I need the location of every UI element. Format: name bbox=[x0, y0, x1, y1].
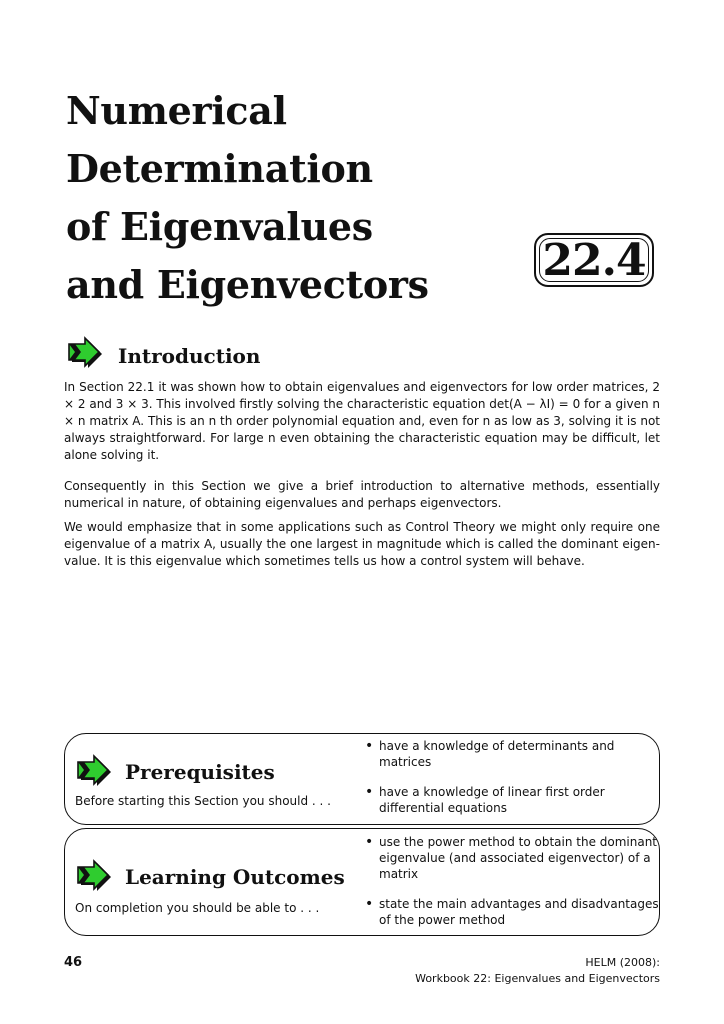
footer-source bbox=[415, 955, 660, 987]
introduction-heading: Introduction bbox=[118, 344, 261, 368]
intro-paragraph: In Section 22.1 it was shown how to obtain eigenvalues and eigenvectors for low order matrices, 2 × 2 and 3 × 3. This involved firstly solving the characteristic equation det(A − λI) = 0 for a given n × n matrix A. This is an n th order polynomial equation and, even for n as low as 3, solving it is not always straightforward. For large n even obtaining the characteristic equation may be difficult, let alone solving it. bbox=[64, 380, 660, 462]
learning-outcomes-subtext: On completion you should be able to . . . bbox=[75, 901, 320, 915]
title-line: Numerical bbox=[66, 88, 287, 133]
list-item: • have a knowledge of linear first order differential equations bbox=[365, 784, 659, 816]
page-number: 46 bbox=[64, 955, 83, 970]
learning-outcomes-heading: Learning Outcomes bbox=[125, 865, 345, 889]
prerequisites-box bbox=[64, 733, 660, 825]
green-double-arrow-icon bbox=[66, 336, 106, 372]
learning-outcomes-list bbox=[365, 834, 659, 928]
prerequisites-heading: Prerequisites bbox=[125, 760, 275, 784]
footer-workbook-line: Workbook 22: Eigenvalues and Eigenvectors bbox=[415, 972, 660, 985]
footer-source-line: HELM (2008): bbox=[585, 956, 660, 969]
list-item: • state the main advantages and disadvantages of the power method bbox=[365, 896, 659, 928]
prerequisites-list bbox=[365, 738, 659, 816]
green-double-arrow-icon bbox=[75, 859, 115, 895]
title-line: of Eigenvalues bbox=[66, 204, 373, 249]
section-number-badge: 22.4 bbox=[534, 233, 654, 287]
list-item: • use the power method to obtain the dominant eigenvalue (and associated eigenvector) of a matrix bbox=[365, 834, 659, 882]
green-double-arrow-icon bbox=[75, 754, 115, 790]
intro-paragraph: We would emphasize that in some applications such as Control Theory we might only require one eigenvalue of a matrix A, usually the one largest in magnitude which is called the dominant eigen-value. It is this eigenvalue which sometimes tells us how a control system will behave. bbox=[64, 520, 660, 568]
page-title bbox=[66, 82, 429, 314]
title-line: and Eigenvectors bbox=[66, 262, 429, 307]
learning-outcomes-box bbox=[64, 828, 660, 936]
intro-paragraph: Consequently in this Section we give a brief introduction to alternative methods, essentially numerical in nature, of obtaining eigenvalues and perhaps eigenvectors. bbox=[64, 479, 660, 510]
title-line: Determination bbox=[66, 146, 373, 191]
prerequisites-subtext: Before starting this Section you should . . . bbox=[75, 794, 331, 808]
list-item: • have a knowledge of determinants and matrices bbox=[365, 738, 659, 770]
